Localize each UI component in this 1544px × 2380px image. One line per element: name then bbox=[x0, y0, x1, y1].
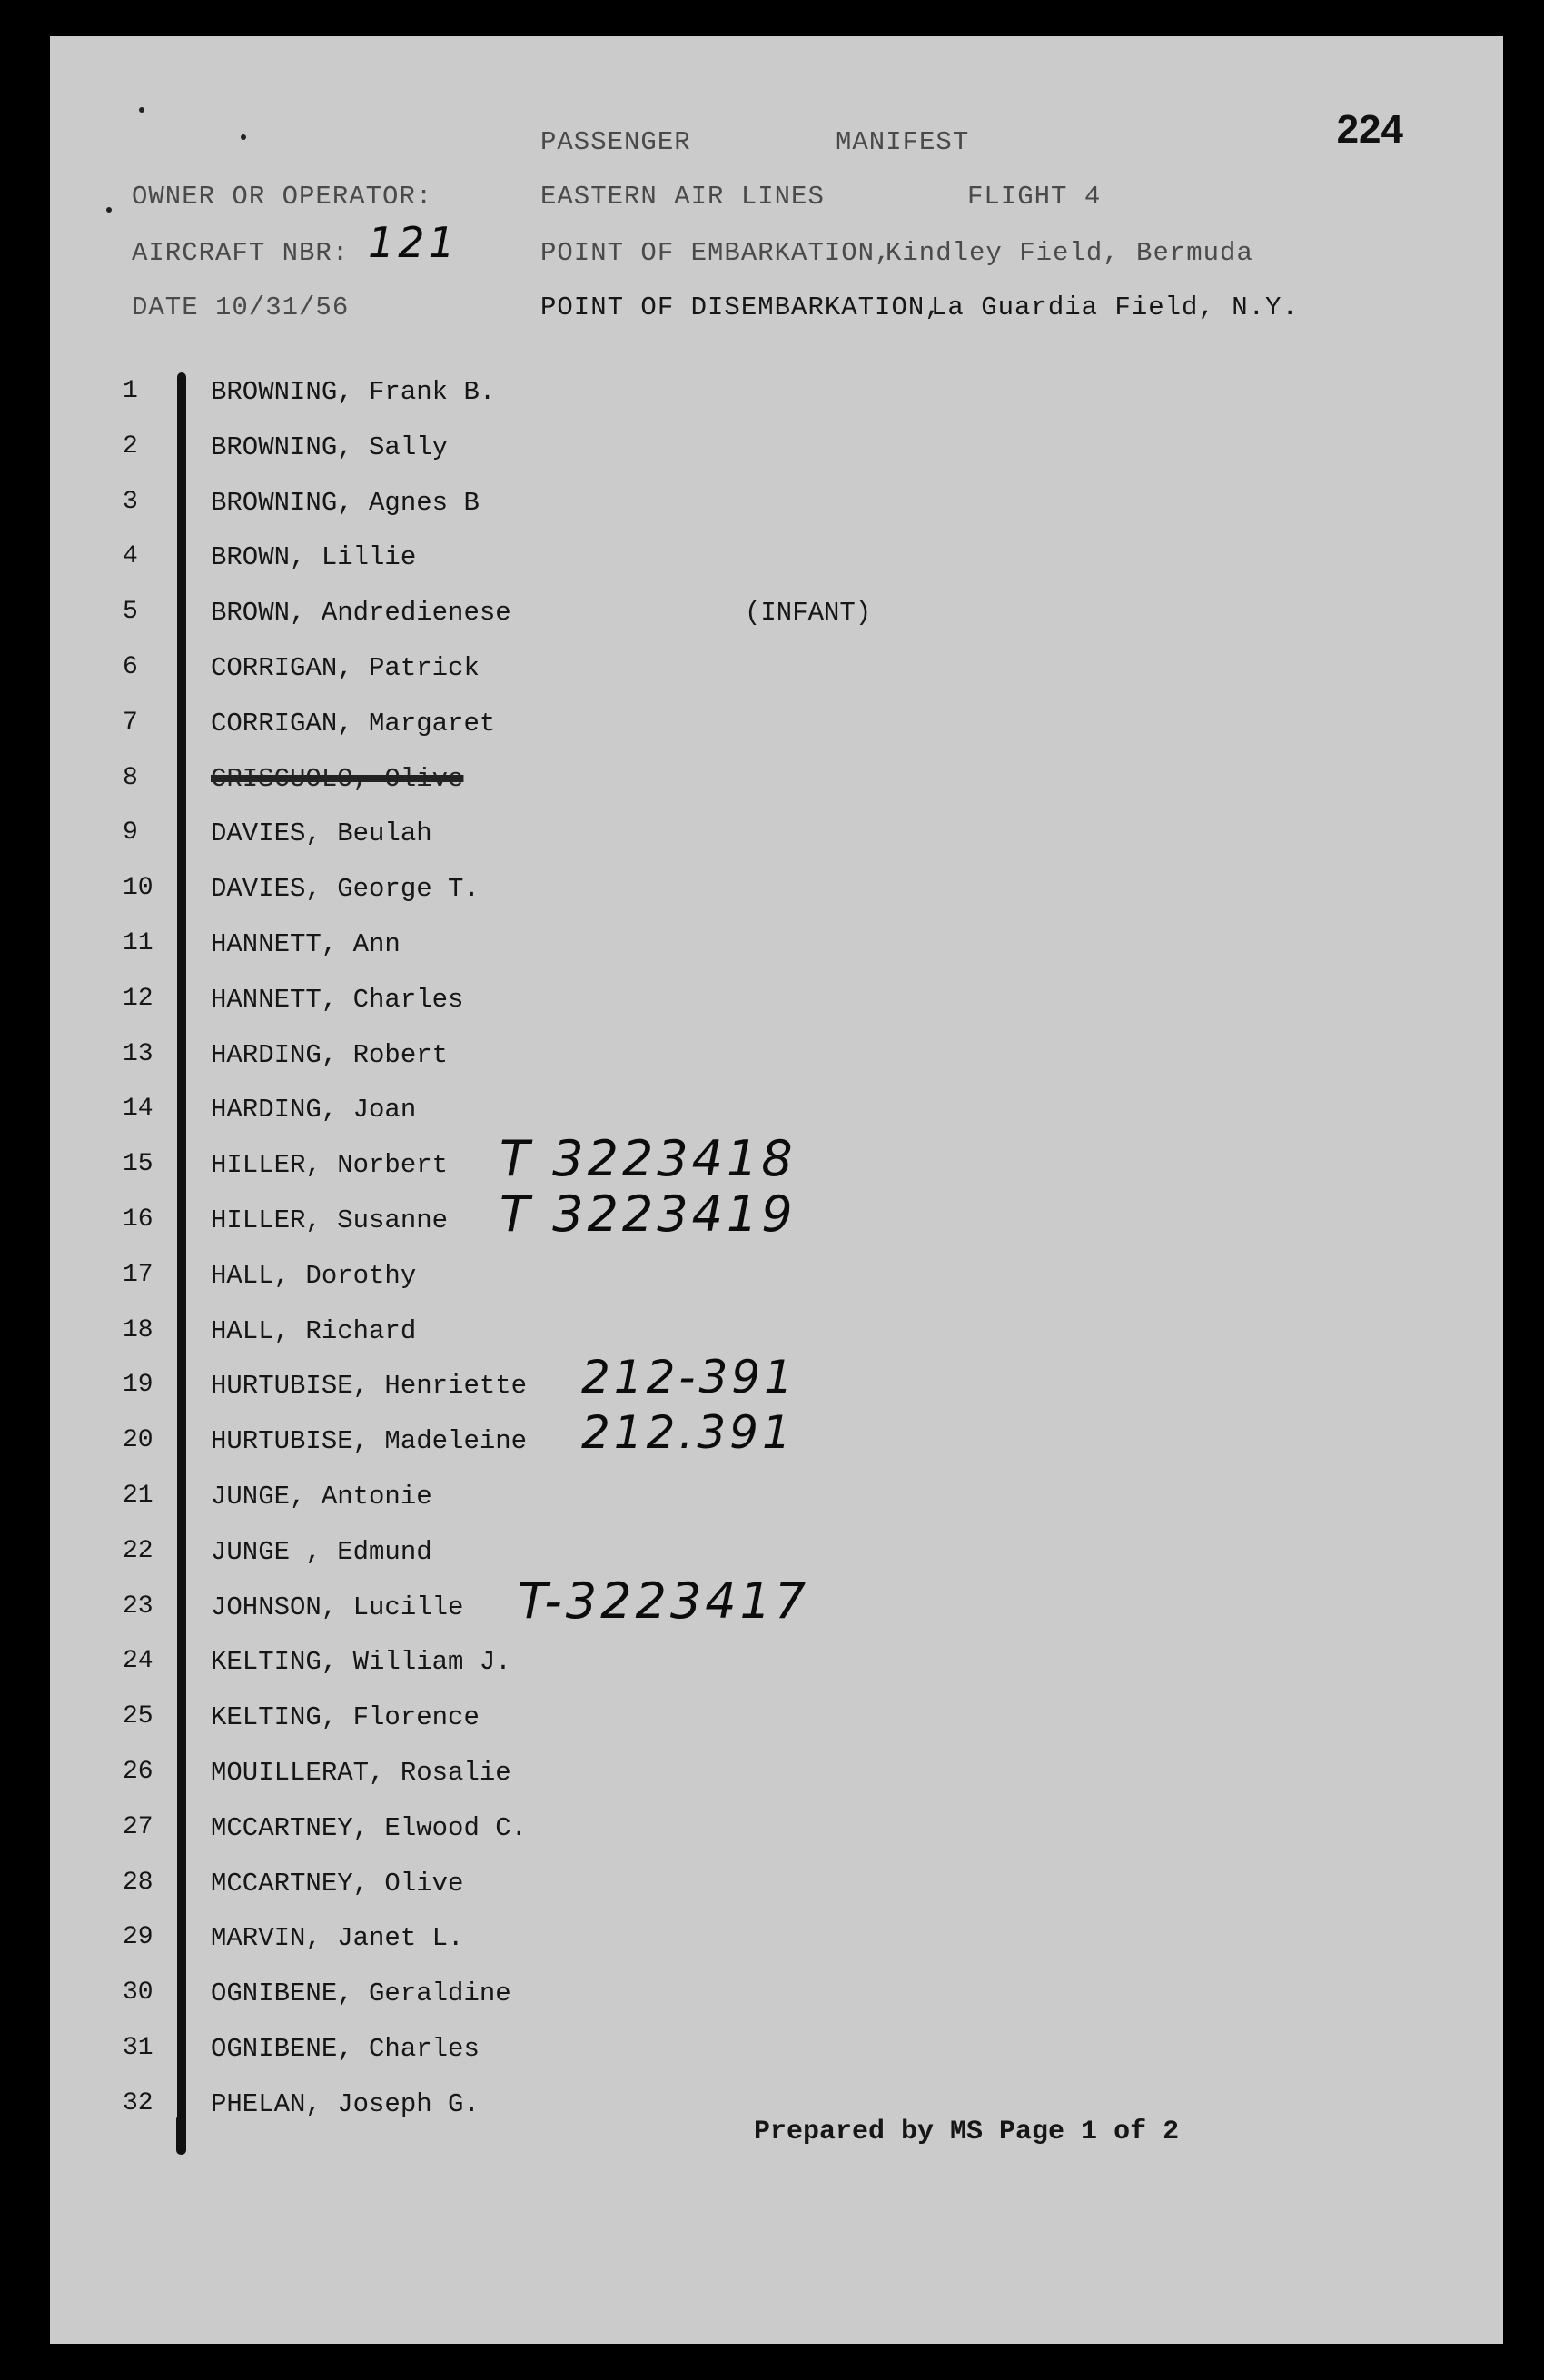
passenger-name: MCCARTNEY, Olive bbox=[211, 1868, 464, 1899]
passenger-number: 17 bbox=[123, 1260, 153, 1289]
handwritten-annotation: T 3223419 bbox=[500, 1185, 797, 1243]
passenger-name: JUNGE, Antonie bbox=[211, 1482, 432, 1512]
manifest-page bbox=[50, 36, 1503, 2344]
passenger-row bbox=[50, 874, 1503, 914]
handwritten-annotation: T-3223417 bbox=[518, 1572, 810, 1630]
passenger-number: 19 bbox=[123, 1371, 153, 1400]
passenger-name: DAVIES, Beulah bbox=[211, 818, 432, 849]
passenger-number: 13 bbox=[123, 1039, 153, 1068]
passenger-number: 26 bbox=[123, 1758, 153, 1786]
passenger-name: OGNIBENE, Charles bbox=[211, 2034, 480, 2064]
passenger-name: CORRIGAN, Margaret bbox=[211, 708, 496, 739]
owner-label: OWNER OR OPERATOR: bbox=[132, 182, 433, 212]
passenger-row bbox=[50, 1702, 1503, 1742]
passenger-number: 30 bbox=[123, 1978, 153, 2008]
passenger-row bbox=[50, 764, 1503, 804]
passenger-number: 8 bbox=[123, 763, 138, 792]
passenger-name: HURTUBISE, Madeleine bbox=[211, 1426, 528, 1457]
passenger-row bbox=[50, 1978, 1503, 2018]
handwritten-annotation: T 3223418 bbox=[500, 1130, 797, 1188]
passenger-number: 20 bbox=[123, 1426, 153, 1455]
passenger-number: 11 bbox=[123, 929, 153, 957]
passenger-number: 32 bbox=[123, 2088, 153, 2117]
passenger-number: 16 bbox=[123, 1205, 153, 1234]
passenger-row bbox=[50, 542, 1503, 582]
title-manifest: MANIFEST bbox=[836, 127, 970, 157]
passenger-row bbox=[50, 598, 1503, 638]
passenger-number: 24 bbox=[123, 1647, 153, 1676]
aircraft-label: AIRCRAFT NBR: bbox=[132, 238, 350, 268]
passenger-row bbox=[50, 488, 1503, 528]
passenger-row bbox=[50, 1537, 1503, 1577]
handwritten-annotation: 212-391 bbox=[581, 1351, 797, 1404]
stray-mark bbox=[241, 134, 246, 140]
passenger-number: 4 bbox=[123, 542, 138, 571]
passenger-name: HALL, Dorothy bbox=[211, 1260, 417, 1291]
handwritten-annotation: 212.391 bbox=[581, 1406, 795, 1460]
passenger-name: HARDING, Robert bbox=[211, 1039, 449, 1070]
passenger-row bbox=[50, 1406, 1503, 1466]
passenger-number: 29 bbox=[123, 1923, 153, 1952]
passenger-name: HANNETT, Ann bbox=[211, 929, 401, 959]
page-number: 224 bbox=[1336, 107, 1403, 152]
passenger-number: 15 bbox=[123, 1150, 153, 1179]
embark-label: POINT OF EMBARKATION, bbox=[540, 238, 892, 268]
passenger-row bbox=[50, 1923, 1503, 1963]
passenger-number: 5 bbox=[123, 598, 138, 627]
passenger-name: HALL, Richard bbox=[211, 1315, 417, 1346]
passenger-row bbox=[50, 2034, 1503, 2074]
passenger-row bbox=[50, 1572, 1503, 1632]
title-passenger: PASSENGER bbox=[540, 127, 691, 157]
prepared-by-footer: Prepared by MS Page 1 of 2 bbox=[754, 2117, 1180, 2147]
passenger-number: 21 bbox=[123, 1482, 153, 1510]
passenger-name: MCCARTNEY, Elwood C. bbox=[211, 1812, 528, 1843]
stray-mark bbox=[139, 107, 144, 113]
passenger-number: 7 bbox=[123, 708, 138, 737]
passenger-row bbox=[50, 985, 1503, 1025]
flight-label: FLIGHT 4 bbox=[967, 182, 1102, 212]
passenger-name: HARDING, Joan bbox=[211, 1095, 417, 1126]
passenger-name-struck: CRISCUOLO, Olive bbox=[211, 763, 464, 794]
passenger-note: (INFANT) bbox=[745, 598, 872, 629]
passenger-row bbox=[50, 432, 1503, 472]
passenger-number: 22 bbox=[123, 1536, 153, 1565]
disembark-value: La Guardia Field, N.Y. bbox=[931, 293, 1299, 322]
passenger-number: 18 bbox=[123, 1315, 153, 1344]
passenger-name: HANNETT, Charles bbox=[211, 984, 464, 1015]
passenger-name: OGNIBENE, Geraldine bbox=[211, 1978, 511, 2009]
passenger-row bbox=[50, 1647, 1503, 1687]
passenger-row bbox=[50, 1316, 1503, 1356]
passenger-row bbox=[50, 1758, 1503, 1798]
passenger-name: PHELAN, Joseph G. bbox=[211, 2088, 480, 2119]
passenger-name: HILLER, Susanne bbox=[211, 1205, 449, 1235]
passenger-number: 14 bbox=[123, 1095, 153, 1124]
embark-value: Kindley Field, Bermuda bbox=[886, 238, 1253, 268]
passenger-number: 31 bbox=[123, 2034, 153, 2062]
passenger-number: 6 bbox=[123, 653, 138, 681]
passenger-name: MOUILLERAT, Rosalie bbox=[211, 1758, 511, 1788]
passenger-row bbox=[50, 1869, 1503, 1909]
passenger-name: BROWNING, Agnes B bbox=[211, 487, 480, 518]
passenger-number: 10 bbox=[123, 874, 153, 903]
passenger-row bbox=[50, 1482, 1503, 1522]
date-label: DATE 10/31/56 bbox=[132, 293, 350, 322]
owner-value: EASTERN AIR LINES bbox=[540, 182, 825, 212]
passenger-number: 2 bbox=[123, 431, 138, 461]
passenger-row bbox=[50, 377, 1503, 417]
disembark-label: POINT OF DISEMBARKATION, bbox=[540, 293, 942, 322]
passenger-name: BROWN, Andredienese bbox=[211, 598, 511, 629]
passenger-row bbox=[50, 1351, 1503, 1411]
passenger-name: DAVIES, George T. bbox=[211, 874, 480, 905]
passenger-number: 3 bbox=[123, 487, 138, 516]
passenger-number: 1 bbox=[123, 377, 138, 405]
aircraft-number-handwritten: 121 bbox=[368, 218, 459, 267]
passenger-row bbox=[50, 1261, 1503, 1301]
passenger-name: KELTING, William J. bbox=[211, 1647, 511, 1678]
passenger-row bbox=[50, 1040, 1503, 1080]
passenger-name: KELTING, Florence bbox=[211, 1702, 480, 1733]
passenger-name: HURTUBISE, Henriette bbox=[211, 1371, 528, 1402]
passenger-row bbox=[50, 818, 1503, 858]
passenger-name: MARVIN, Janet L. bbox=[211, 1923, 464, 1954]
passenger-row bbox=[50, 1095, 1503, 1135]
passenger-name: HILLER, Norbert bbox=[211, 1150, 449, 1181]
passenger-name: JOHNSON, Lucille bbox=[211, 1592, 464, 1622]
passenger-name: JUNGE , Edmund bbox=[211, 1536, 432, 1567]
passenger-name: BROWNING, Sally bbox=[211, 431, 449, 462]
passenger-number: 9 bbox=[123, 818, 138, 848]
passenger-row bbox=[50, 1185, 1503, 1245]
passenger-number: 28 bbox=[123, 1868, 153, 1897]
passenger-name: BROWN, Lillie bbox=[211, 542, 417, 573]
passenger-number: 25 bbox=[123, 1702, 153, 1731]
passenger-name: CORRIGAN, Patrick bbox=[211, 653, 480, 683]
passenger-number: 23 bbox=[123, 1592, 153, 1621]
passenger-row bbox=[50, 929, 1503, 969]
passenger-row bbox=[50, 653, 1503, 693]
passenger-row bbox=[50, 1130, 1503, 1190]
stray-mark bbox=[106, 207, 112, 213]
passenger-row bbox=[50, 1813, 1503, 1853]
passenger-number: 27 bbox=[123, 1812, 153, 1841]
passenger-row bbox=[50, 709, 1503, 749]
passenger-name: BROWNING, Frank B. bbox=[211, 377, 496, 407]
passenger-number: 12 bbox=[123, 984, 153, 1013]
